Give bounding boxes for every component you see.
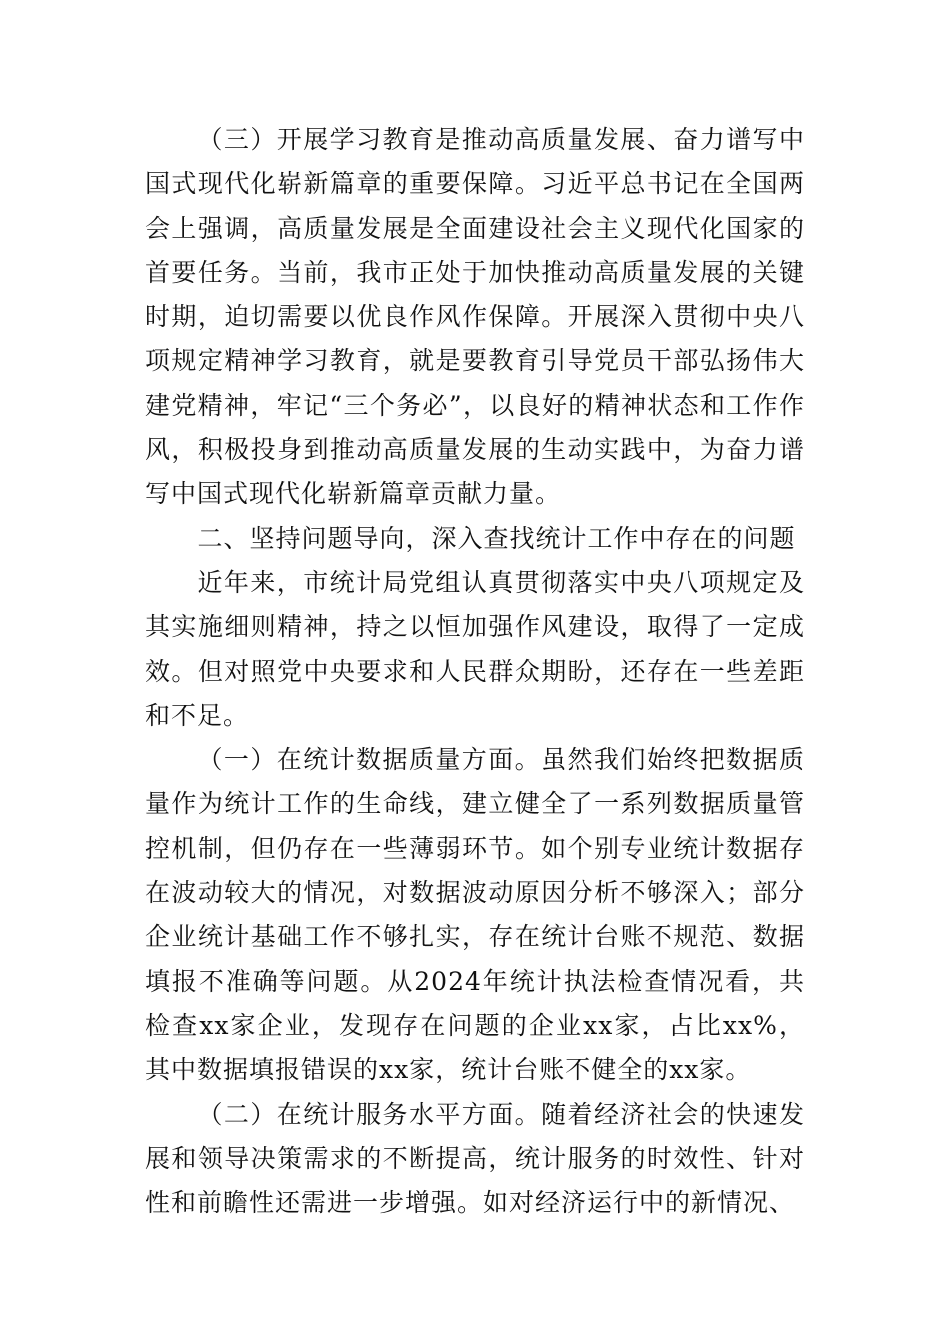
paragraph-data-quality: （一）在统计数据质量方面。虽然我们始终把数据质量作为统计工作的生命线，建立健全了一系列数据质量管控机制，但仍存在一些薄弱环节。如个别专业统计数据存在波动较大的情况，对数据波动原因分析不够深入；部分企业统计基础工作不够扎实，存在统计台账不规范、数据填报不准确等问题。从2024年统计执法检查情况看，共检查xx家企业，发现存在问题的企业xx家，占比xx%，其中数据填报错误的xx家，统计台账不健全的xx家。 — [145, 745, 805, 1085]
paragraph-safeguard-high-quality-development: （三）开展学习教育是推动高质量发展、奋力谱写中国式现代化崭新篇章的重要保障。习近平总书记在全国两会上强调，高质量发展是全面建设社会主义现代化国家的首要任务。当前，我市正处于加快推动高质量发展的关键时期，迫切需要以优良作风作保障。开展深入贯彻中央八项规定精神学习教育，就是要教育引导党员干部弘扬伟大建党精神，牢记“三个务必”，以良好的精神状态和工作作风，积极投身到推动高质量发展的生动实践中，为奋力谱写中国式现代化崭新篇章贡献力量。 — [145, 125, 805, 509]
paragraph-recent-years-overview: 近年来，市统计局党组认真贯彻落实中央八项规定及其实施细则精神，持之以恒加强作风建设，取得了一定成效。但对照党中央要求和人民群众期盼，还存在一些差距和不足。 — [145, 567, 805, 730]
section-heading-problem-oriented: 二、坚持问题导向，深入查找统计工作中存在的问题 — [197, 523, 796, 553]
document-body — [145, 118, 805, 1225]
paragraph-service-level: （二）在统计服务水平方面。随着经济社会的快速发展和领导决策需求的不断提高，统计服务的时效性、针对性和前瞻性还需进一步增强。如对经济运行中的新情况、 — [145, 1099, 805, 1218]
